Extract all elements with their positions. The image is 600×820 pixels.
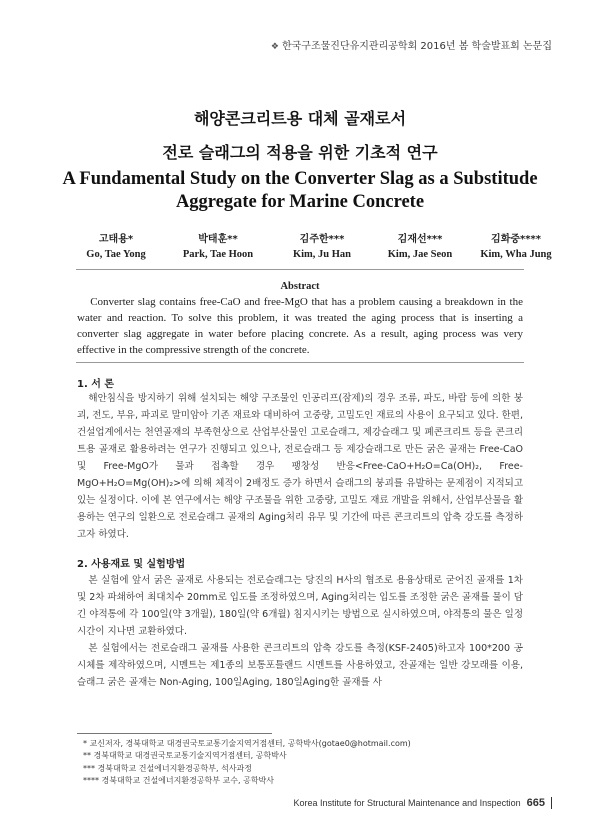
page-footer bbox=[294, 797, 553, 809]
section-heading-introduction: 1. 서 론 bbox=[77, 379, 115, 390]
abstract-heading: Abstract bbox=[280, 281, 320, 292]
author-name-korean: 김재선*** bbox=[397, 234, 443, 245]
korean-title-line-1: 해양콘크리트용 대체 골재로서 bbox=[193, 109, 407, 128]
author bbox=[70, 233, 162, 263]
footnotes bbox=[83, 738, 411, 788]
materials-methods-body bbox=[77, 572, 523, 691]
english-title-line-1: A Fundamental Study on the Converter Slag as a Substitude bbox=[62, 169, 538, 189]
footnote: *** 경북대학교 건설에너지환경공학부, 석사과정 bbox=[83, 763, 253, 773]
paragraph: 본 실험에서는 전로슬래그 골재를 사용한 콘크리트의 압축 강도를 측정(KSF-2405)하고자 100*200 공시체를 제작하였으며, 시멘트는 제1종의 보통포틀랜드 시멘트를 사용하였고, 잔골재는 일반 강모래를 이용, 슬래그 굵은 골재는 Non-Aging, 100일Aging, 180일Aging한 골재를 사 bbox=[77, 643, 523, 688]
divider bbox=[76, 269, 524, 270]
author bbox=[168, 233, 268, 263]
author bbox=[276, 233, 368, 263]
header-mark-icon: ❖ bbox=[270, 42, 279, 52]
author-name-english: Park, Tae Hoon bbox=[182, 249, 254, 260]
footnote-divider bbox=[77, 733, 272, 734]
author-name-english: Kim, Ju Han bbox=[292, 249, 352, 260]
author-name-english: Kim, Jae Seon bbox=[387, 249, 453, 260]
author bbox=[372, 233, 468, 263]
divider bbox=[76, 362, 524, 363]
korean-title-line-2: 전로 슬래그의 적용을 위한 기초적 연구 bbox=[162, 143, 438, 162]
author-name-english: Go, Tae Yong bbox=[86, 249, 146, 260]
author bbox=[470, 233, 562, 263]
footer-institute: Korea Institute for Structural Maintenance and Inspection bbox=[293, 798, 521, 808]
author-name-korean: 고태용* bbox=[98, 234, 134, 245]
abstract-text: Converter slag contains free-CaO and free-MgO that has a problem causing a breakdown in the water and reaction. To solve this problem, it was treated the aging process that is inserting a converter slag aggregate in water before placing concrete. As a result, aging process was very effective in the compressive strength of the concrete. bbox=[77, 296, 523, 356]
page-number: 665 bbox=[527, 797, 552, 809]
introduction-body bbox=[77, 390, 523, 543]
paragraph: 본 실험에 앞서 굵은 골재로 사용되는 전로슬래그는 당진의 H사의 협조로 용융상태로 굳어진 골재를 1차 및 2차 파쇄하여 최대치수 20mm로 입도를 조정하였으며, Aging처리는 입도를 조정한 굵은 골재를 물이 담긴 야적통에 각 100일(약 3개월), 180일(약 6개월) 침지시키는 방법으로 실시하였으며, 야적통의 물은 일정 시간이 지나면 교환하였다. bbox=[77, 575, 523, 637]
author-name-korean: 김화중**** bbox=[491, 234, 541, 245]
running-title: 한국구조물진단유지관리공학회 2016년 봄 학술발표회 논문집 bbox=[281, 41, 552, 52]
author-name-english: Kim, Wha Jung bbox=[480, 249, 552, 260]
footnote: **** 경북대학교 건설에너지환경공학부 교수, 공학박사 bbox=[83, 776, 275, 786]
author-name-korean: 김주한*** bbox=[299, 234, 345, 245]
running-header bbox=[271, 37, 552, 52]
english-title-line-2: Aggregate for Marine Concrete bbox=[175, 192, 425, 212]
footnote: * 교신저자, 경북대학교 대경권국토교통기술지역거점센터, 공학박사(gotae0@hotmail.com) bbox=[83, 739, 411, 748]
section-heading-materials-methods: 2. 사용재료 및 실험방법 bbox=[77, 559, 186, 570]
paragraph: 해안침식을 방지하기 위해 설치되는 해양 구조물인 인공리프(잠제)의 경우 조류, 파도, 바람 등에 의한 붕괴, 전도, 부유, 파괴로 말미암아 기존 재료와 대비하여 고중량, 고밀도인 재료의 사용이 요구되고 있다. 한편, 건설업계에서는 천연골재의 부족현상으로 산업부산물인 고로슬래그, 제강슬래그 및 폐콘크리트 등을 콘크리트용 골재로 활용하려는 연구가 진행되고 있으나, 전로슬래그 등 제강슬래그로 만든 굵은 골재는 Free-CaO 및 Free-MgO가 물과 접촉할 경우 팽창성 반응<Free-CaO+H₂O=Ca(OH)₂, Free-MgO+H₂O=Mg(OH)₂>에 의해 체적이 2배정도 증가 하면서 슬래그의 붕괴를 유발하는 문제점이 지적되고 있는 실정이다. 이에 본 연구에서는 해양 구조물을 위한 고중량, 고밀도 재료 개발을 위해서, 산업부산물을 활용하는 연구의 일환으로 전로슬래그 골재의 Aging처리 유무 및 기간에 따른 콘크리트의 압축 강도를 측정하고자 하였다. bbox=[77, 393, 523, 540]
footnote: ** 경북대학교 대경권국토교통기술지역거점센터, 공학박사 bbox=[83, 751, 287, 761]
author-name-korean: 박태훈** bbox=[198, 234, 238, 245]
